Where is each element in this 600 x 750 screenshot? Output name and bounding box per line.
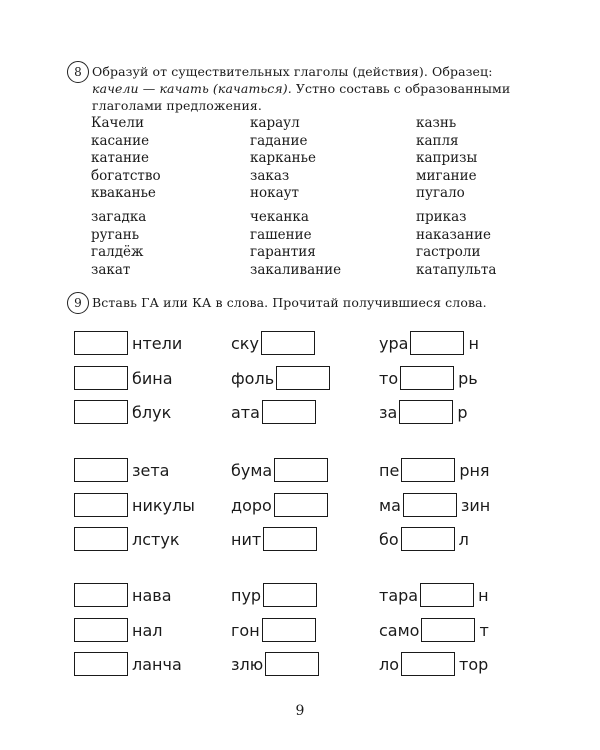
word-item: наказание [416,226,491,243]
fill-in-item [231,617,316,643]
word-fragment-after: н [468,333,479,353]
word-fragment-before: гон [231,620,260,640]
answer-box[interactable] [420,583,474,607]
fill-in-item [379,330,479,356]
answer-box[interactable] [401,458,455,482]
word-item: касание [91,132,150,149]
word-fragment-after: лстук [132,529,180,549]
answer-box[interactable] [400,366,454,390]
word-fragment-before: ма [379,495,401,515]
answer-box[interactable] [265,652,319,676]
answer-box[interactable] [410,331,464,355]
fill-in-item [379,617,489,643]
word-fragment-after: рь [458,368,478,388]
word-fragment-after: никулы [132,495,195,515]
answer-box[interactable] [74,366,128,390]
word-item: гадание [250,132,308,149]
word-item: мигание [416,167,477,184]
fill-in-item [74,330,182,356]
fill-in-item [74,457,169,483]
answer-box[interactable] [262,400,316,424]
word-fragment-before: пур [231,585,262,605]
word-fragment-before: ата [231,402,260,422]
fill-in-item [74,617,163,643]
word-fragment-after: р [457,402,468,422]
answer-box[interactable] [274,493,328,517]
fill-in-item [379,582,489,608]
word-item: катание [91,150,149,166]
word-item: ругань [91,226,140,243]
word-fragment-after: нал [132,620,163,640]
word-fragment-before: тара [379,585,419,605]
answer-box[interactable] [74,331,128,355]
task-8-instruction [92,63,512,114]
word-fragment-before: ску [231,333,259,353]
word-column [250,115,410,203]
answer-box[interactable] [74,458,128,482]
task-8-instruction-text-end: Устно составь с образованными глаголами предложения. [92,81,511,113]
word-fragment-before: бо [379,529,399,549]
fill-in-item [231,399,316,425]
answer-box[interactable] [74,527,128,551]
answer-box[interactable] [401,652,455,676]
answer-box[interactable] [74,493,128,517]
fill-in-item [379,526,469,552]
word-item: загадка [91,209,147,225]
answer-box[interactable] [274,458,328,482]
answer-box[interactable] [74,583,128,607]
fill-in-item [231,492,328,518]
fill-in-item [74,399,171,425]
word-item: капризы [416,150,478,166]
word-fragment-before: то [379,368,399,388]
word-column [91,209,251,279]
fill-in-item [231,582,317,608]
word-column [91,115,251,203]
word-fragment-before: злю [231,654,264,674]
fill-in-item [379,365,478,391]
word-fragment-before: нит [231,529,262,549]
fill-in-item [74,582,172,608]
fill-in-item [379,651,488,677]
word-item: закат [91,261,131,278]
answer-box[interactable] [263,527,317,551]
word-item: закаливание [250,261,342,278]
word-fragment-after: тор [459,654,489,674]
word-fragment-after: рня [459,460,490,480]
word-item: приказ [416,209,467,225]
task-8-instruction-text: Образуй от существительных глаголы (действия). Образец: [92,64,493,79]
answer-box[interactable] [74,652,128,676]
answer-box[interactable] [421,618,475,642]
word-item: чеканка [250,209,309,225]
word-item: капля [416,132,459,149]
fill-in-item [231,526,317,552]
task-number-9: 9 [67,292,89,314]
fill-in-item [74,526,179,552]
answer-box[interactable] [401,527,455,551]
word-item: катапульта [416,261,497,278]
word-fragment-before: само [379,620,420,640]
fill-in-item [231,330,315,356]
word-item: Качели [91,115,144,131]
word-fragment-after: л [458,529,469,549]
answer-box[interactable] [399,400,453,424]
answer-box[interactable] [276,366,330,390]
fill-in-item [74,492,195,518]
word-fragment-before: ура [379,333,409,353]
answer-box[interactable] [263,583,317,607]
word-fragment-after: блук [132,402,172,422]
fill-in-item [379,457,490,483]
answer-box[interactable] [261,331,315,355]
fill-in-item [379,492,490,518]
word-fragment-after: зета [132,460,170,480]
answer-box[interactable] [74,400,128,424]
page-number: 9 [295,703,305,719]
word-fragment-before: ло [379,654,400,674]
word-item: кваканье [91,185,156,201]
word-fragment-after: т [479,620,489,640]
fill-in-item [74,651,182,677]
word-fragment-after: бина [132,368,173,388]
word-item: пугало [416,185,465,201]
word-item: гастроли [416,244,481,260]
task-8-example: качели — качать (качаться). [92,81,292,96]
task-9-instruction: Вставь ГА или КА в слова. Прочитай получившиеся слова. [92,295,487,310]
word-fragment-before: доро [231,495,272,515]
fill-in-item [379,399,467,425]
word-fragment-before: бума [231,460,273,480]
word-column [416,115,576,203]
task-number-8: 8 [67,61,89,83]
word-item: галдёж [91,244,144,260]
fill-in-item [231,457,328,483]
word-column [250,209,410,279]
answer-box[interactable] [403,493,457,517]
answer-box[interactable] [74,618,128,642]
word-item: гашение [250,226,312,243]
word-item: гарантия [250,244,316,260]
word-column [416,209,576,279]
word-item: заказ [250,167,290,184]
word-fragment-after: нава [132,585,172,605]
word-item: богатство [91,167,161,184]
word-item: карканье [250,150,316,166]
word-fragment-before: за [379,402,398,422]
word-fragment-before: пе [379,460,400,480]
fill-in-item [74,365,173,391]
word-item: казнь [416,115,457,131]
word-fragment-before: фоль [231,368,275,388]
word-fragment-after: зин [460,495,491,515]
word-fragment-after: ланча [132,654,182,674]
word-fragment-after: нтели [132,333,183,353]
word-item: нокаут [250,185,300,201]
word-item: караул [250,115,300,131]
answer-box[interactable] [262,618,316,642]
word-fragment-after: н [478,585,489,605]
fill-in-item [231,651,319,677]
fill-in-item [231,365,330,391]
